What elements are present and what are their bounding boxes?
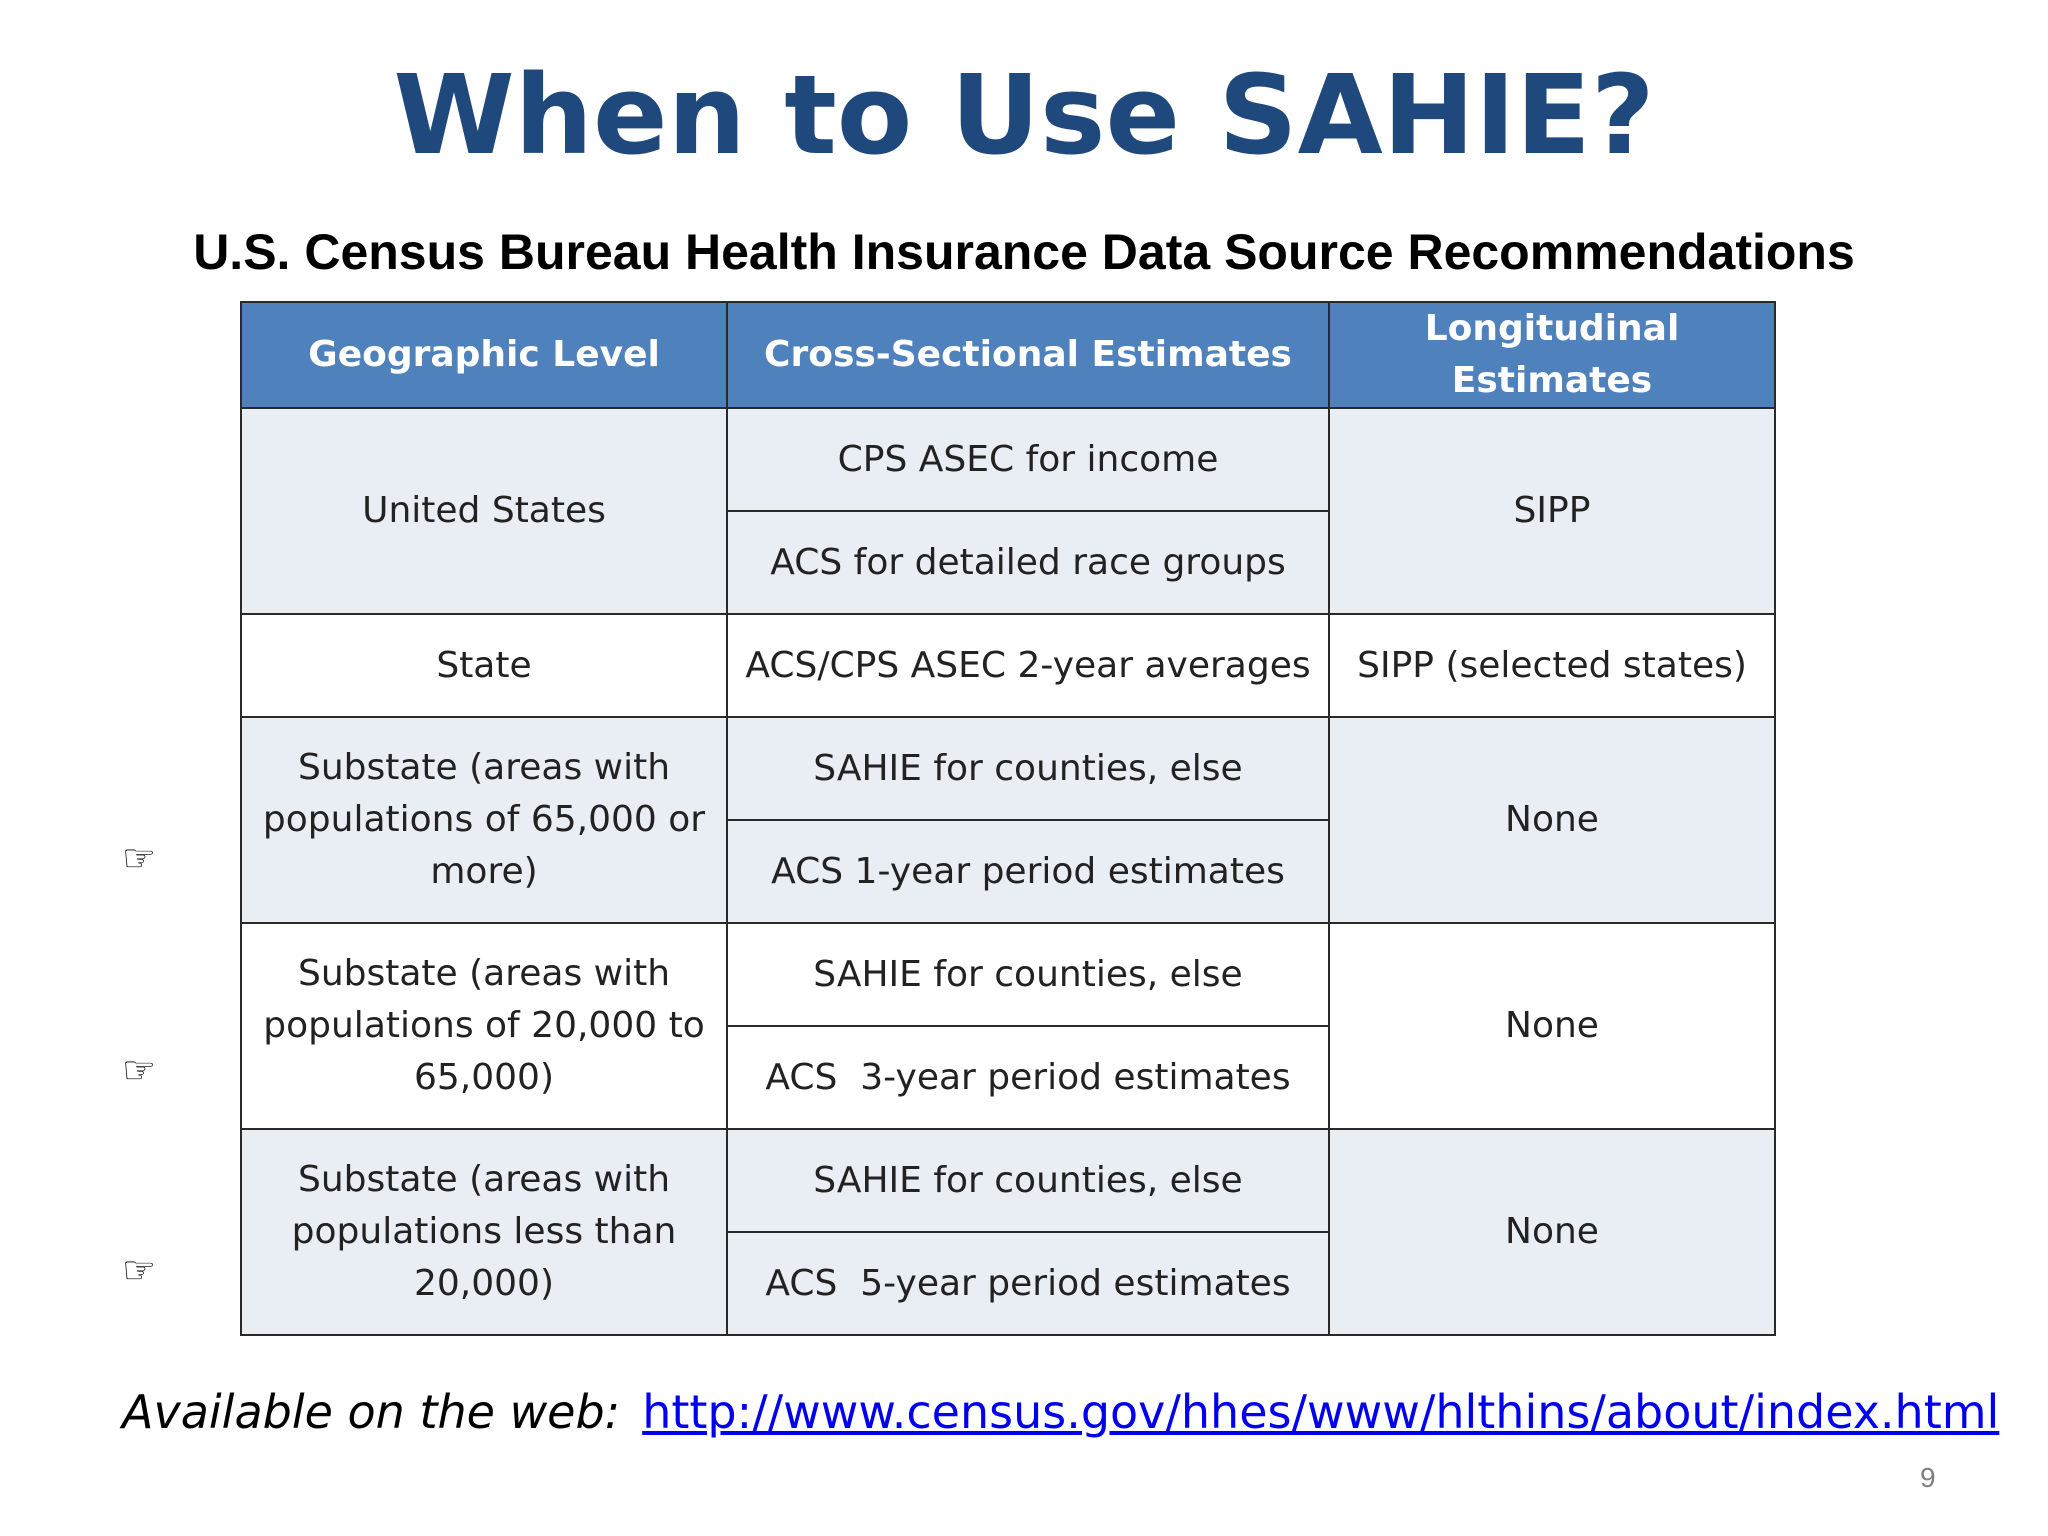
page-number: 9 [1920,1462,1936,1493]
cross-sectional-cell: CPS ASEC for income [727,408,1329,511]
hand-pointing-right-icon: ☞ [122,836,157,880]
longitudinal-cell: None [1329,717,1775,923]
cross-sectional-cell: ACS/CPS ASEC 2-year averages [727,614,1329,717]
geo-level-cell: Substate (areas with populations less than 20,000) [241,1129,727,1335]
footer-label: Available on the web: [122,1385,621,1439]
table-row [241,923,1775,1026]
table-row [241,408,1775,511]
longitudinal-cell: None [1329,923,1775,1129]
footer-line [122,1382,1999,1442]
longitudinal-cell: SIPP (selected states) [1329,614,1775,717]
cross-sectional-cell: SAHIE for counties, else [727,717,1329,820]
hand-pointing-right-icon: ☞ [122,1248,157,1292]
geo-level-cell: United States [241,408,727,614]
header-geographic-level: Geographic Level [241,302,727,408]
header-longitudinal: Longitudinal Estimates [1329,302,1775,408]
census-url-link[interactable]: http://www.census.gov/hhes/www/hlthins/about/index.html [642,1385,2000,1439]
cross-sectional-cell: ACS for detailed race groups [727,511,1329,614]
recommendations-table [240,301,1776,1336]
longitudinal-cell: SIPP [1329,408,1775,614]
cross-sectional-cell: ACS 1-year period estimates [727,820,1329,923]
table-row [241,717,1775,820]
table-row [241,614,1775,717]
cross-sectional-cell: SAHIE for counties, else [727,923,1329,1026]
cross-sectional-cell: SAHIE for counties, else [727,1129,1329,1232]
geo-level-cell: Substate (areas with populations of 65,000 or more) [241,717,727,923]
slide-title: When to Use SAHIE? [393,51,1655,179]
cross-sectional-cell: ACS 3-year period estimates [727,1026,1329,1129]
slide-subtitle: U.S. Census Bureau Health Insurance Data Source Recommendations [193,224,1855,280]
cross-sectional-cell: ACS 5-year period estimates [727,1232,1329,1335]
header-cross-sectional: Cross-Sectional Estimates [727,302,1329,408]
longitudinal-cell: None [1329,1129,1775,1335]
table-row [241,1129,1775,1232]
geo-level-cell: Substate (areas with populations of 20,000 to 65,000) [241,923,727,1129]
geo-level-cell: State [241,614,727,717]
hand-pointing-right-icon: ☞ [122,1048,157,1092]
table-header-row [241,302,1775,408]
